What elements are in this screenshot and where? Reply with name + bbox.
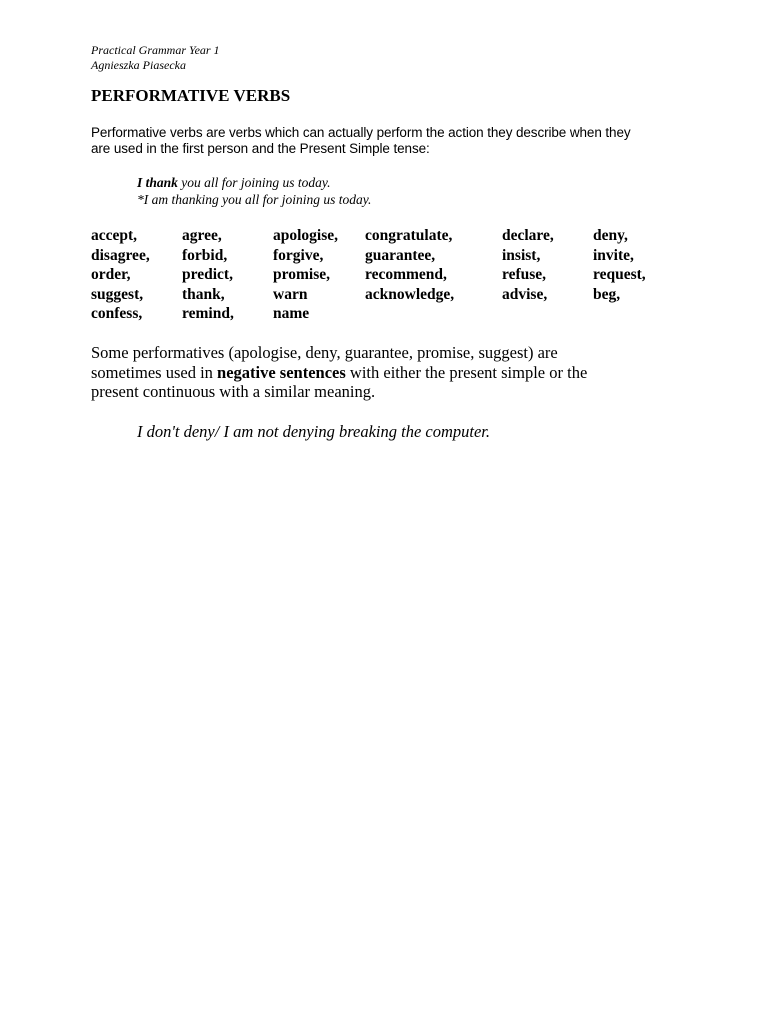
paragraph-line bbox=[91, 363, 691, 383]
paragraph-text: sometimes used in bbox=[91, 362, 218, 382]
example-correct-rest: you all for joining us today. bbox=[177, 175, 331, 190]
intro-paragraph bbox=[91, 125, 691, 157]
verb-item: name bbox=[273, 305, 310, 322]
verb-item: thank, bbox=[182, 285, 225, 303]
verb-item: remind, bbox=[182, 305, 234, 322]
paragraph-line: Some performatives (apologise, deny, guarantee, promise, suggest) are bbox=[91, 343, 558, 362]
verb-item: recommend, bbox=[365, 266, 447, 283]
verb-item: insist, bbox=[502, 246, 541, 264]
verb-item: beg, bbox=[593, 285, 621, 303]
verb-item: disagree, bbox=[91, 246, 150, 264]
verb-item: order, bbox=[91, 266, 131, 283]
verb-item: apologise, bbox=[273, 227, 339, 244]
verb-item: forbid, bbox=[182, 246, 228, 264]
author-header: Agnieszka Piasecka bbox=[91, 58, 186, 72]
verb-item: congratulate, bbox=[365, 227, 453, 244]
verb-item: accept, bbox=[91, 227, 138, 244]
paragraph-text: with either the present simple or the bbox=[345, 362, 588, 382]
example-correct bbox=[137, 175, 331, 191]
example-negative: I don't deny/ I am not denying breaking the computer. bbox=[137, 422, 491, 441]
verb-list bbox=[91, 226, 691, 326]
verb-item: declare, bbox=[502, 227, 554, 244]
negative-sentences-emphasis: negative sentences bbox=[217, 362, 346, 382]
verb-item: warn bbox=[273, 285, 308, 303]
verb-item: promise, bbox=[273, 266, 330, 283]
course-header: Practical Grammar Year 1 bbox=[91, 43, 220, 57]
example-correct-bold: I thank bbox=[137, 175, 178, 190]
intro-line: are used in the first person and the Present Simple tense: bbox=[91, 141, 430, 156]
verb-item: acknowledge, bbox=[365, 285, 455, 303]
verb-item: request, bbox=[593, 266, 646, 283]
verb-item: advise, bbox=[502, 285, 548, 303]
verb-item: confess, bbox=[91, 305, 143, 322]
verb-item: invite, bbox=[593, 246, 634, 264]
verb-item: agree, bbox=[182, 227, 222, 244]
verb-item: deny, bbox=[593, 227, 628, 244]
paragraph-line: present continuous with a similar meaning. bbox=[91, 382, 376, 401]
verb-item: guarantee, bbox=[365, 246, 436, 264]
example-incorrect: *I am thanking you all for joining us today. bbox=[137, 192, 372, 207]
intro-line: Performative verbs are verbs which can actually perform the action they describe when they bbox=[91, 125, 631, 140]
verb-item: refuse, bbox=[502, 266, 547, 283]
verb-item: forgive, bbox=[273, 246, 324, 264]
negative-usage-paragraph bbox=[91, 343, 691, 402]
verb-item: predict, bbox=[182, 266, 233, 283]
verb-item: suggest, bbox=[91, 285, 144, 303]
page-title: PERFORMATIVE VERBS bbox=[91, 86, 291, 105]
